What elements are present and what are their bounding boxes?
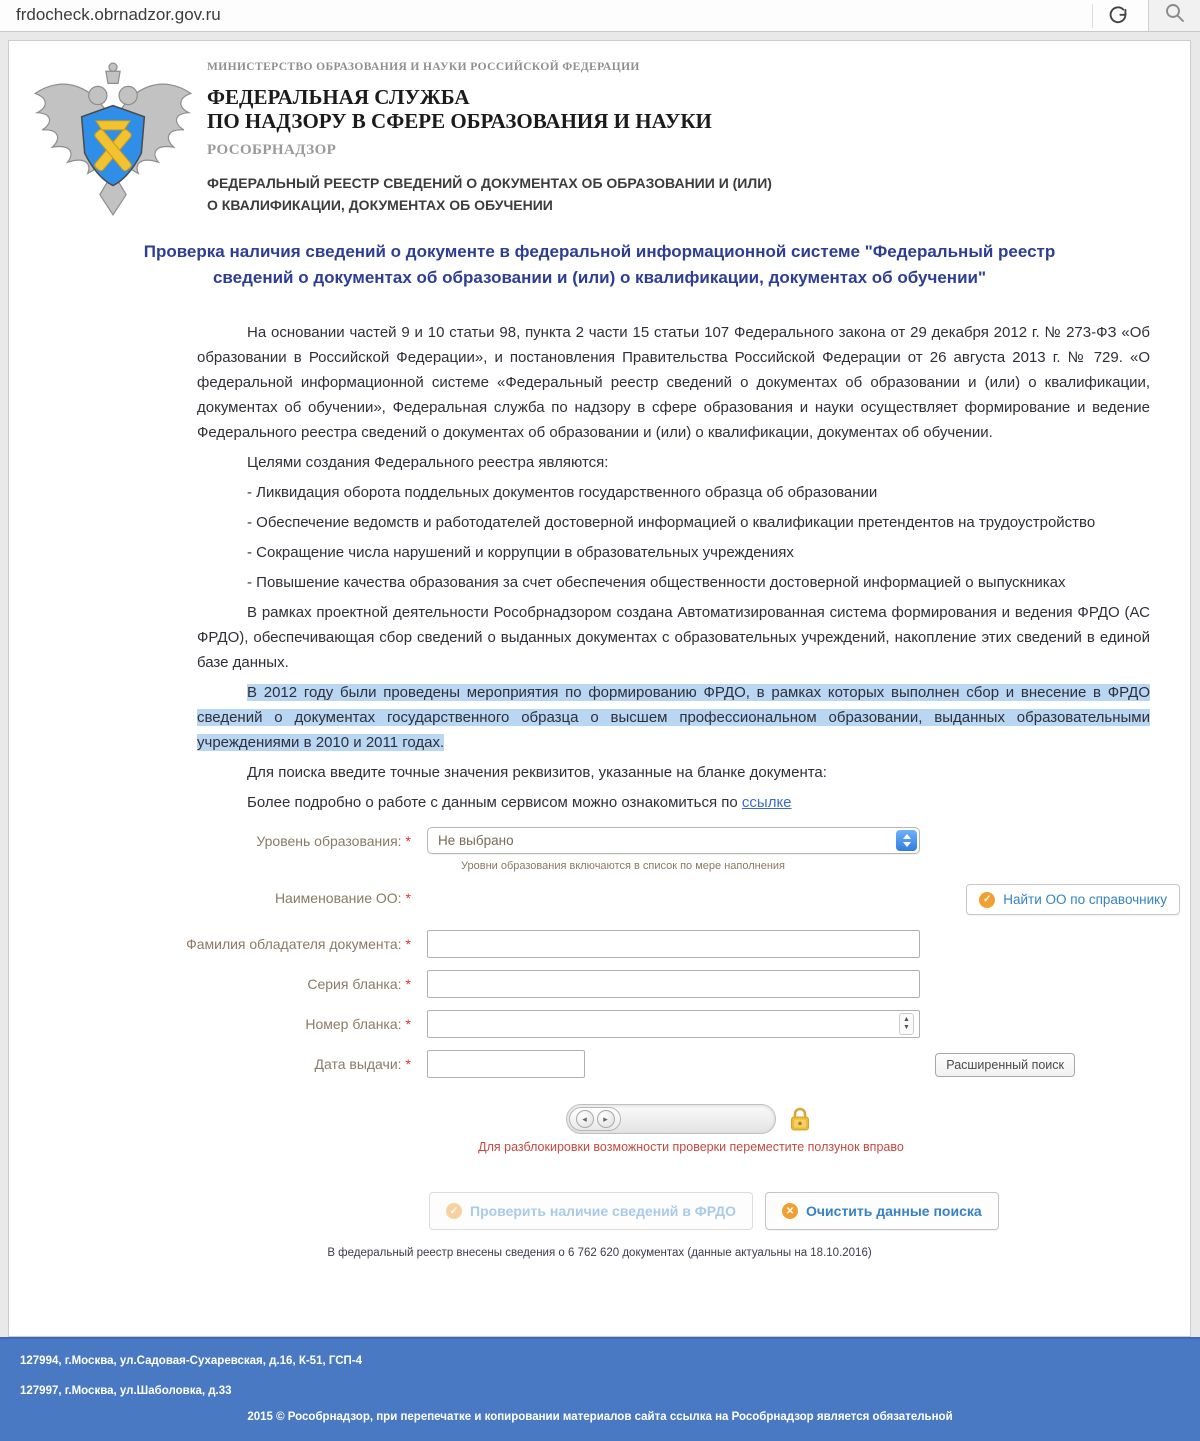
search-icon[interactable]: [1164, 2, 1186, 29]
footer-address-1: 127994, г.Москва, ул.Садовая-Сухаревская, д.16, К-51, ГСП-4: [20, 1355, 363, 1367]
more-info-text: Более подробно о работе с данным сервисом можно ознакомиться по: [247, 794, 742, 811]
paragraph-legal-basis: На основании частей 9 и 10 статьи 98, пункта 2 части 15 статьи 107 Федерального закона от 29 декабря 2012 г. № 273-ФЗ «Об образовании в Российской Федерации», и постановления Правительства Российской Федерации от 26 августа 2013 г. № 729. «О федеральной информационной системе «Федеральный реестр сведений о документах об образовании и (или) о квалификации, документах об обучении», Федеральная служба по надзору в сфере образования и науки осуществляет формирование и ведение Федерального реестра сведений о документах об образовании и (или) о квалификации, документах об обучении.: [197, 324, 1150, 441]
cross-circle-icon: ✕: [782, 1203, 798, 1219]
paragraph-2012-highlighted: [197, 680, 1150, 755]
select-stepper-icon[interactable]: [896, 830, 917, 851]
check-circle-icon: ✓: [979, 892, 995, 908]
paragraph-goals-intro: Целями создания Федерального реестра являются:: [247, 454, 609, 471]
number-row: [9, 1010, 1190, 1038]
unlock-slider-handle[interactable]: [569, 1107, 621, 1131]
required-asterisk: *: [405, 1016, 411, 1032]
rosobrnadzor-emblem-logo: [27, 53, 199, 225]
number-input[interactable]: [427, 1010, 920, 1038]
required-asterisk: *: [405, 833, 411, 849]
unlock-slider-track[interactable]: [566, 1104, 776, 1134]
last-name-row: [9, 930, 1190, 958]
registry-name-line2: О КВАЛИФИКАЦИИ, ДОКУМЕНТАХ ОБ ОБУЧЕНИИ: [207, 197, 553, 213]
form-actions: [429, 1192, 1190, 1230]
last-name-label: Фамилия обладателя документа: *: [186, 936, 411, 952]
unlock-instruction-text: Для разблокировки возможности проверки переместите ползунок вправо: [478, 1140, 904, 1154]
required-asterisk: *: [405, 890, 411, 906]
footer-copyright: 2015 © Рособрнадзор, при перепечатке и копировании материалов сайта ссылка на Рособрнадзор является обязательной: [247, 1411, 953, 1423]
org-name-row: [9, 884, 1190, 915]
education-level-select[interactable]: [427, 827, 920, 854]
goal-item-3: - Сокращение числа нарушений и коррупции в образовательных учреждениях: [247, 544, 794, 561]
check-document-button-label: Проверить наличие сведений в ФРДО: [470, 1203, 737, 1219]
reload-icon[interactable]: [1106, 5, 1130, 29]
series-input[interactable]: [427, 970, 920, 998]
page-title: Проверка наличия сведений о документе в федеральной информационной системе "Федеральный реестр сведений о документах об образовании и (или) о квалификации, документах об обучении": [143, 242, 1056, 287]
page-content: [8, 40, 1191, 1337]
advanced-search-button[interactable]: Расширенный поиск: [935, 1053, 1075, 1077]
required-asterisk: *: [405, 1056, 411, 1072]
org-name-label: Наименование ОО: *: [274, 890, 411, 906]
check-circle-icon: ✓: [446, 1203, 462, 1219]
number-spinner-icon[interactable]: ▲ ▼: [899, 1013, 914, 1035]
footer-address-2: 127997, г.Москва, ул.Шаболовка, д.33: [20, 1385, 232, 1397]
paragraph-as-frdo: В рамках проектной деятельности Рособрнадзором создана Автоматизированная система формирования и ведения ФРДО (АС ФРДО), обеспечивающая сбор сведений о выданных документах с образовательных учреждений, накопление этих сведений в единой базе данных.: [197, 604, 1150, 671]
url-text[interactable]: frdocheck.obrnadzor.gov.ru: [16, 5, 221, 24]
clear-search-button-label: Очистить данные поиска: [806, 1203, 982, 1219]
clear-search-button[interactable]: [765, 1192, 999, 1230]
education-level-label: Уровень образования: *: [256, 833, 411, 849]
unlock-slider-section: [9, 1102, 1190, 1188]
number-label: Номер бланка: *: [305, 1016, 411, 1032]
slider-left-arrow-icon[interactable]: ◂: [576, 1110, 594, 1128]
required-asterisk: *: [405, 936, 411, 952]
highlighted-text: В 2012 году были проведены мероприятия по формированию ФРДО, в рамках которых выполнен сбор и внесение в ФРДО сведений о документах государственного образца о высшем профессиональном образовании, выданных образовательными учреждениями в 2010 и 2011 годах.: [197, 684, 1150, 751]
required-asterisk: *: [405, 976, 411, 992]
goal-item-1: - Ликвидация оборота поддельных документов государственного образца об образовании: [247, 484, 878, 501]
goal-item-2: - Обеспечение ведомств и работодателей достоверной информацией о квалификации претендентов на трудоустройство: [247, 514, 1096, 531]
registry-name-line1: ФЕДЕРАЛЬНЫЙ РЕЕСТР СВЕДЕНИЙ О ДОКУМЕНТАХ ОБ ОБРАЗОВАНИИ И (ИЛИ): [207, 175, 772, 191]
site-footer: [0, 1337, 1200, 1441]
last-name-input[interactable]: [427, 930, 920, 958]
service-name-line1: ФЕДЕРАЛЬНАЯ СЛУЖБА: [207, 85, 470, 109]
issue-date-row: [9, 1050, 1190, 1078]
browser-search-panel[interactable]: [1148, 0, 1200, 32]
browser-address-bar[interactable]: [0, 0, 1200, 32]
service-name-line2: ПО НАДЗОРУ В СФЕРЕ ОБРАЗОВАНИЯ И НАУКИ: [207, 109, 712, 133]
service-short-name: РОСОБРНАДЗОР: [207, 142, 337, 158]
find-org-button-label: Найти ОО по справочнику: [1003, 892, 1167, 907]
toolbar-divider: [1092, 4, 1093, 28]
registry-stats-text: В федеральный реестр внесены сведения о 6 762 620 документах (данные актуальны на 18.10.2016): [327, 1247, 872, 1259]
site-header: [9, 41, 1190, 239]
issue-date-input[interactable]: [427, 1050, 585, 1078]
document-check-form: [9, 827, 1190, 1259]
issue-date-label: Дата выдачи: *: [314, 1056, 411, 1072]
paragraph-more-info: [197, 790, 1150, 815]
lock-icon: [789, 1106, 811, 1132]
education-level-selected-value: Не выбрано: [438, 833, 514, 848]
ministry-name: МИНИСТЕРСТВО ОБРАЗОВАНИЯ И НАУКИ РОССИЙСКОЙ ФЕДЕРАЦИИ: [207, 61, 640, 73]
series-row: [9, 970, 1190, 998]
education-level-row: [9, 827, 1190, 872]
paragraph-search-hint: Для поиска введите точные значения реквизитов, указанные на бланке документа:: [247, 764, 827, 781]
find-org-button[interactable]: [966, 884, 1180, 915]
service-help-link[interactable]: ссылке: [741, 794, 792, 811]
series-label: Серия бланка: *: [307, 976, 411, 992]
check-document-button[interactable]: [429, 1192, 753, 1230]
goal-item-4: - Повышение качества образования за счет обеспечения общественности достоверной информацией о выпускниках: [247, 574, 1066, 591]
intro-paragraphs: [9, 291, 1190, 815]
slider-right-arrow-icon[interactable]: ▸: [597, 1110, 615, 1128]
education-level-help: Уровни образования включаются в список по мере наполнения: [461, 860, 786, 872]
